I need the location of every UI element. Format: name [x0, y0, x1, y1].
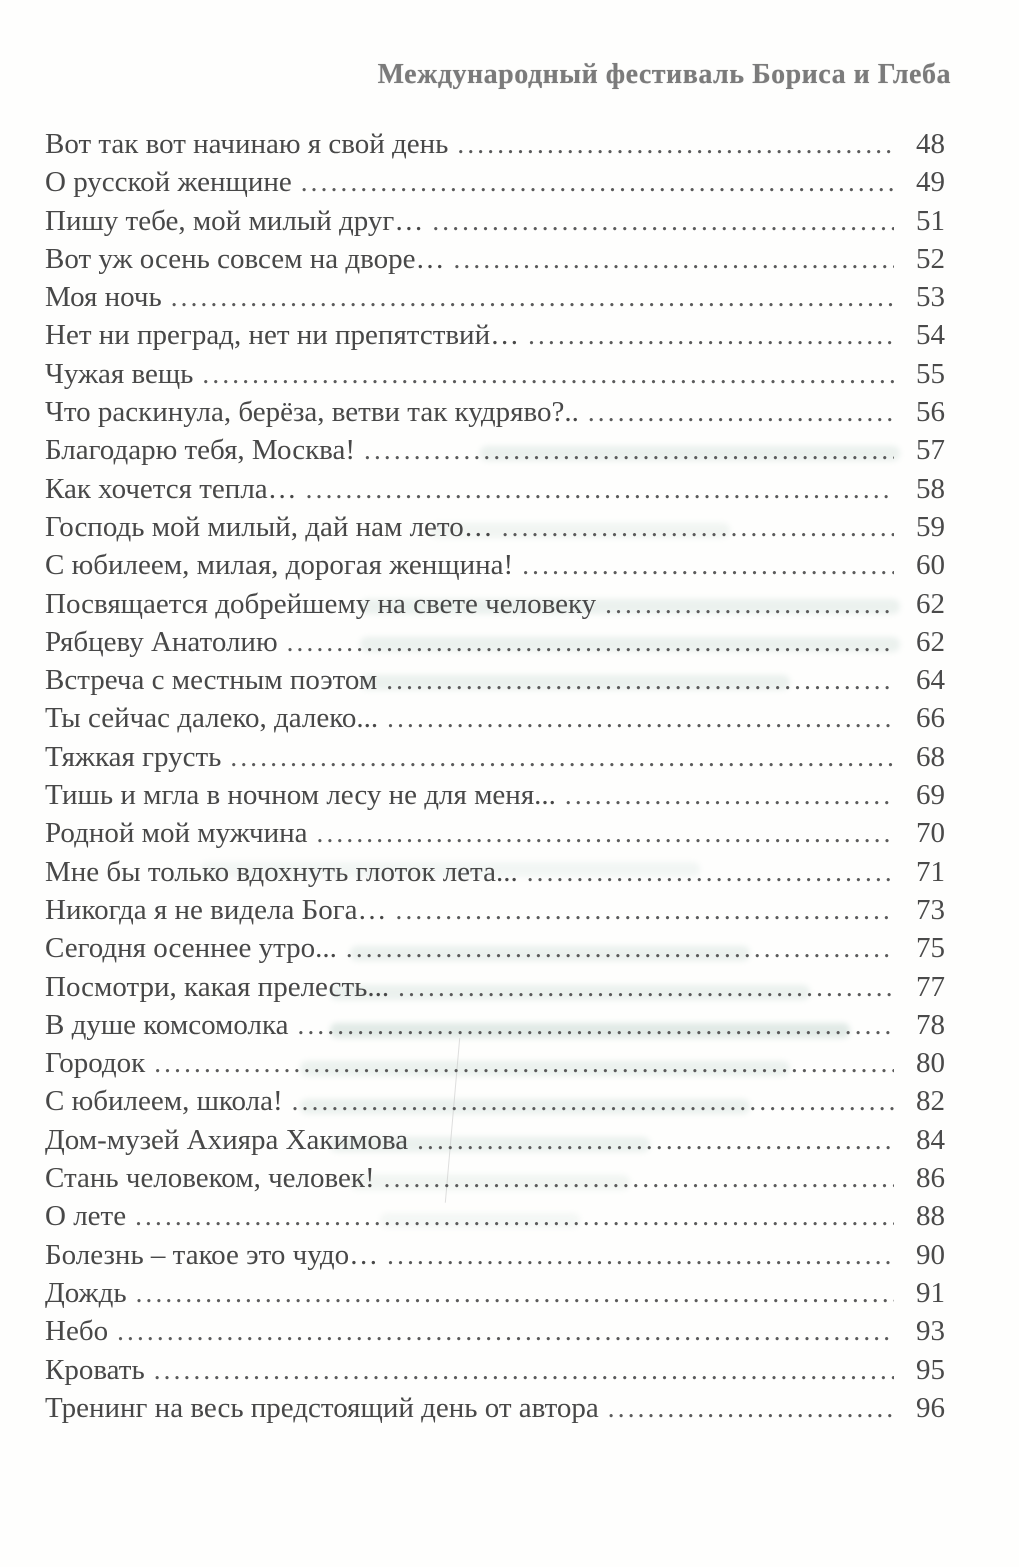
dot-leader — [154, 1044, 894, 1082]
toc-entry-page: 88 — [916, 1200, 945, 1233]
toc-entry-title: Посмотри, какая прелесть... — [45, 970, 390, 1003]
dot-leader — [230, 738, 894, 776]
dot-leader — [527, 853, 894, 891]
dot-leader — [202, 355, 894, 393]
dot-leader — [154, 1351, 894, 1389]
toc-entry-title: Мне бы только вдохнуть глоток лета... — [45, 855, 518, 888]
toc-entry — [45, 814, 945, 852]
toc-entry — [45, 546, 945, 584]
toc-entry — [45, 585, 945, 623]
toc-entry-page: 96 — [916, 1391, 945, 1424]
toc-entry — [45, 316, 945, 354]
running-title: Международный фестиваль Бориса и Глеба — [377, 59, 951, 90]
toc-entry-title: Нет ни преград, нет ни препятствий… — [45, 319, 520, 352]
dot-leader — [417, 1121, 894, 1159]
dot-leader — [306, 470, 894, 508]
toc-entry-title: Пишу тебе, мой милый друг… — [45, 204, 424, 237]
toc-entry-page: 60 — [916, 549, 945, 582]
toc-entry-page: 62 — [916, 625, 945, 658]
toc-entry — [45, 508, 945, 546]
toc-entry — [45, 1121, 945, 1159]
toc-entry — [45, 738, 945, 776]
toc-entry-page: 91 — [916, 1276, 945, 1309]
toc-entry-page: 73 — [916, 893, 945, 926]
toc-entry-title: Вот так вот начинаю я свой день — [45, 128, 449, 160]
toc-entry-title: С юбилеем, школа! — [45, 1085, 283, 1118]
toc-entry-title: Господь мой милый, дай нам лето… — [45, 510, 493, 543]
toc-entry-title: Небо — [45, 1315, 109, 1348]
toc-list — [45, 125, 945, 1427]
toc-entry — [45, 278, 945, 316]
toc-entry — [45, 163, 945, 201]
toc-entry — [45, 853, 945, 891]
toc-entry-page: 70 — [916, 817, 945, 850]
toc-entry — [45, 929, 945, 967]
toc-entry-page: 49 — [916, 166, 945, 199]
toc-entry — [45, 623, 945, 661]
toc-entry-title: Родной мой мужчина — [45, 817, 308, 850]
toc-entry-page: 59 — [916, 510, 945, 543]
toc-entry — [45, 1159, 945, 1197]
toc-entry — [45, 891, 945, 929]
toc-entry-title: О русской женщине — [45, 166, 292, 199]
toc-entry-title: Тишь и мгла в ночном лесу не для меня... — [45, 779, 556, 812]
toc-entry — [45, 1006, 945, 1044]
dot-leader — [565, 776, 894, 814]
dot-leader — [298, 1006, 895, 1044]
dot-leader — [171, 278, 894, 316]
toc-entry-page: 58 — [916, 472, 945, 505]
toc-entry-title: Тяжкая грусть — [45, 740, 222, 773]
dot-leader — [605, 585, 894, 623]
dot-leader — [287, 623, 894, 661]
dot-leader — [364, 431, 894, 469]
toc-entry-page: 66 — [916, 702, 945, 735]
toc-entry-title: Сегодня осеннее утро... — [45, 932, 337, 965]
toc-entry-title: Дождь — [45, 1276, 127, 1309]
toc-entry-page: 68 — [916, 740, 945, 773]
dot-leader — [292, 1082, 894, 1120]
toc-entry-page: 86 — [916, 1162, 945, 1195]
toc-entry — [45, 431, 945, 469]
toc-entry — [45, 202, 945, 240]
toc-entry — [45, 1312, 945, 1350]
toc-entry — [45, 355, 945, 393]
toc-entry-title: Рябцеву Анатолию — [45, 625, 278, 658]
toc-entry — [45, 470, 945, 508]
dot-leader — [346, 929, 894, 967]
dot-leader — [387, 1236, 894, 1274]
toc-entry-title: Стань человеком, человек! — [45, 1162, 375, 1195]
toc-entry-page: 57 — [916, 434, 945, 467]
toc-entry-title: Городок — [45, 1047, 146, 1080]
toc-entry-title: Посвящается добрейшему на свете человеку — [45, 587, 597, 620]
toc-entry — [45, 1236, 945, 1274]
dot-leader — [608, 1389, 894, 1427]
toc-entry-page: 93 — [916, 1315, 945, 1348]
toc-entry-page: 48 — [916, 128, 945, 160]
toc-entry-title: В душе комсомолка — [45, 1008, 289, 1041]
toc-entry-title: Никогда я не видела Бога… — [45, 893, 387, 926]
toc-entry — [45, 393, 945, 431]
toc-entry-page: 55 — [916, 357, 945, 390]
toc-entry — [45, 125, 945, 163]
toc-entry-page: 90 — [916, 1238, 945, 1271]
toc-entry — [45, 1044, 945, 1082]
toc-entry — [45, 661, 945, 699]
dot-leader — [457, 125, 894, 163]
toc-entry — [45, 699, 945, 737]
toc-entry-title: О лете — [45, 1200, 127, 1233]
toc-entry-title: Ты сейчас далеко, далеко... — [45, 702, 379, 735]
toc-entry-page: 54 — [916, 319, 945, 352]
dot-leader — [387, 699, 894, 737]
toc-entry-page: 69 — [916, 779, 945, 812]
toc-entry — [45, 968, 945, 1006]
toc-entry-title: Дом-музей Ахияра Хакимова — [45, 1123, 409, 1156]
dot-leader — [502, 508, 894, 546]
toc-entry — [45, 776, 945, 814]
toc-entry-title: Что раскинула, берёза, ветви так кудряво?.. — [45, 396, 579, 429]
dot-leader — [317, 814, 894, 852]
dot-leader — [453, 240, 894, 278]
dot-leader — [136, 1274, 894, 1312]
toc-entry — [45, 240, 945, 278]
dot-leader — [528, 316, 894, 354]
toc-entry-page: 95 — [916, 1353, 945, 1386]
toc-entry-page: 56 — [916, 396, 945, 429]
toc-entry-title: С юбилеем, милая, дорогая женщина! — [45, 549, 514, 582]
toc-entry-page: 62 — [916, 587, 945, 620]
toc-entry-title: Вот уж осень совсем на дворе… — [45, 242, 445, 275]
toc-entry-page: 84 — [916, 1123, 945, 1156]
dot-leader — [396, 891, 895, 929]
toc-entry — [45, 1351, 945, 1389]
dot-leader — [301, 163, 894, 201]
toc-entry-page: 82 — [916, 1085, 945, 1118]
toc-entry-title: Моя ночь — [45, 281, 162, 314]
toc-entry-page: 80 — [916, 1047, 945, 1080]
toc-entry-title: Встреча с местным поэтом — [45, 664, 378, 697]
toc-entry-title: Чужая вещь — [45, 357, 194, 390]
toc-entry-page: 77 — [916, 970, 945, 1003]
toc-entry — [45, 1274, 945, 1312]
toc-entry-page: 75 — [916, 932, 945, 965]
dot-leader — [386, 661, 894, 699]
toc-entry — [45, 1389, 945, 1427]
toc-entry-page: 64 — [916, 664, 945, 697]
toc-entry-title: Кровать — [45, 1353, 145, 1386]
toc-entry-page: 78 — [916, 1008, 945, 1041]
toc-entry-page: 53 — [916, 281, 945, 314]
toc-entry-title: Тренинг на весь предстоящий день от автора — [45, 1391, 599, 1424]
dot-leader — [398, 968, 894, 1006]
toc-entry-title: Болезнь – такое это чудо… — [45, 1238, 379, 1271]
page-header — [0, 0, 1019, 92]
toc-entry-title: Как хочется тепла… — [45, 472, 297, 505]
dot-leader — [522, 546, 894, 584]
toc-entry-page: 71 — [916, 855, 945, 888]
toc-entry-title: Благодарю тебя, Москва! — [45, 434, 355, 467]
toc-entry-page: 51 — [916, 204, 945, 237]
dot-leader — [384, 1159, 894, 1197]
toc-entry — [45, 1082, 945, 1120]
dot-leader — [588, 393, 894, 431]
dot-leader — [135, 1197, 894, 1235]
toc-entry — [45, 1197, 945, 1235]
dot-leader — [117, 1312, 894, 1350]
toc-entry-page: 52 — [916, 242, 945, 275]
dot-leader — [432, 202, 894, 240]
